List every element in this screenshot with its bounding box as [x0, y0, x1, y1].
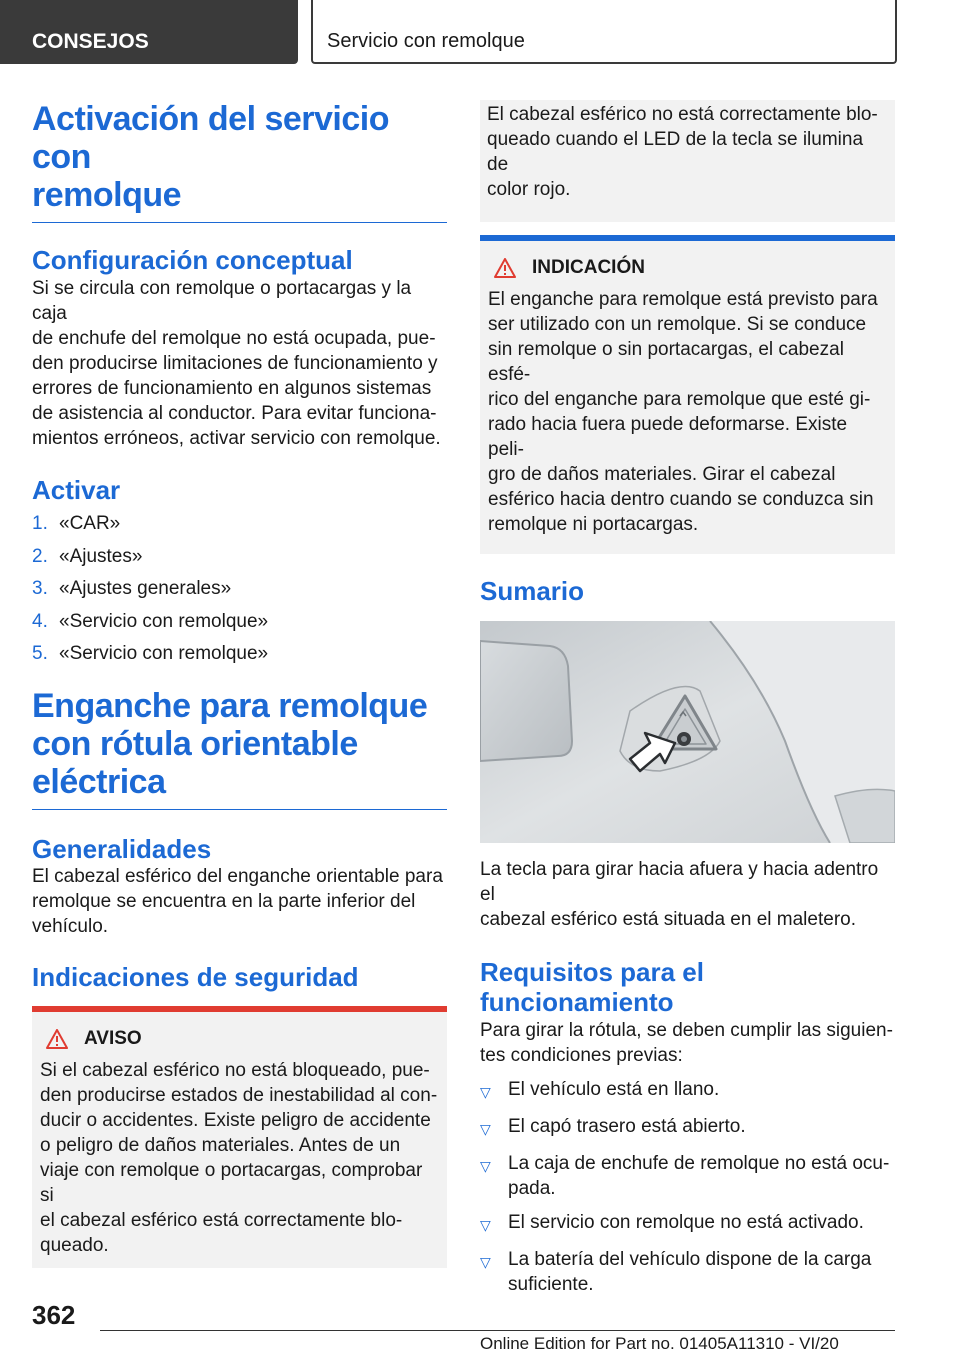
indicacion-box [480, 235, 895, 554]
concept-text [32, 276, 447, 451]
list-item [32, 511, 447, 536]
text-line: El cabezal esférico no está correctamente blo‐ [487, 104, 878, 125]
bullet-triangle-icon: ▽ [480, 1254, 491, 1270]
list-item [480, 1247, 895, 1297]
text-line: de enchufe del remolque no está ocupada, pue‐ [32, 328, 436, 349]
text-line: ducir o accidentes. Existe peligro de accidente [40, 1110, 431, 1131]
indicacion-label: INDICACIÓN [532, 257, 645, 278]
text-line: sin remolque o sin portacargas, el cabezal esfé‐ [488, 339, 844, 385]
text-line: El cabezal esférico del enganche orientable para [32, 866, 443, 887]
sumario-heading: Sumario [480, 576, 585, 606]
text-line: La tecla para girar hacia afuera y hacia adentro el [480, 859, 879, 905]
heading-line: Requisitos para el [480, 957, 704, 987]
req-list [480, 1077, 895, 1297]
step-number: 1. [32, 513, 48, 534]
step-text: «Ajustes generales» [59, 578, 232, 599]
list-item [480, 1114, 895, 1142]
right-column [480, 100, 895, 1306]
warning-icon [494, 258, 516, 278]
text-line: Si se circula con remolque o portacargas y la caja [32, 278, 412, 324]
general-text [32, 864, 447, 939]
list-item [480, 1210, 895, 1238]
warning-icon [46, 1029, 68, 1049]
req-intro [480, 1018, 895, 1068]
text-line: den producirse limitaciones de funcionamiento y [32, 353, 438, 374]
list-item [32, 641, 447, 666]
text-line: rado hacia fuera puede deformarse. Existe peli‐ [488, 414, 848, 460]
text-line: tes condiciones previas: [480, 1045, 683, 1066]
text-line: remolque ni portacargas. [488, 514, 699, 535]
title-tab [311, 0, 897, 64]
text-line: queado. [40, 1235, 109, 1256]
text-line: Si el cabezal esférico no está bloqueado, pue‐ [40, 1060, 430, 1081]
aviso-label: AVISO [84, 1028, 142, 1049]
text-line: den producirse estados de inestabilidad al con‐ [40, 1085, 438, 1106]
page-title [32, 100, 447, 214]
text-line: cabezal esférico está situada en el maletero. [480, 909, 856, 930]
step-text: «Servicio con remolque» [59, 610, 269, 632]
text-line: esférico hacia dentro cuando se conduzca sin [488, 489, 874, 510]
title-line: Enganche para remolque [32, 687, 428, 725]
step-number: 2. [32, 545, 48, 567]
text-line: de asistencia al conductor. Para evitar funciona‐ [32, 403, 437, 424]
section-title [32, 687, 447, 801]
text-line: vehículo. [32, 916, 109, 937]
list-item [32, 609, 447, 634]
step-text: «CAR» [59, 513, 121, 534]
steps-list [32, 511, 447, 666]
list-item [480, 1151, 895, 1201]
text-line: el cabezal esférico está correctamente blo‐ [40, 1210, 403, 1231]
title-line: con rótula orientable [32, 725, 358, 763]
title-line: eléctrica [32, 763, 166, 801]
section-tab [0, 0, 298, 64]
req-heading [480, 957, 895, 1017]
general-heading: Generalidades [32, 834, 212, 864]
aviso-box [32, 1006, 447, 1268]
page-number: 362 [32, 1300, 76, 1330]
step-text: «Servicio con remolque» [59, 643, 269, 664]
text-line: El capó trasero está abierto. [508, 1116, 746, 1137]
step-number: 3. [32, 578, 48, 599]
trunk-button-illustration [480, 621, 895, 843]
left-column [32, 100, 447, 1268]
section-label: CONSEJOS [32, 30, 149, 53]
text-line: mientos erróneos, activar servicio con remolque. [32, 428, 441, 449]
text-line: El enganche para remolque está previsto para [488, 289, 878, 310]
bullet-triangle-icon: ▽ [480, 1217, 491, 1233]
step-text: «Ajustes» [59, 545, 143, 567]
list-item [480, 1077, 895, 1105]
text-line: El vehículo está en llano. [508, 1079, 720, 1100]
text-line: Para girar la rótula, se deben cumplir las siguien‐ [480, 1020, 893, 1041]
text-line: rico del enganche para remolque que esté gi‐ [488, 389, 871, 410]
text-line: remolque se encuentra en la parte inferior del [32, 891, 416, 912]
title-line: Activación del servicio con [32, 100, 389, 176]
activar-heading: Activar [32, 475, 121, 505]
text-line: viaje con remolque o portacargas, comprobar si [40, 1160, 423, 1206]
text-line: o peligro de daños materiales. Antes de un [40, 1135, 401, 1156]
list-item [32, 576, 447, 601]
text-line: La batería del vehículo dispone de la carga [508, 1249, 872, 1270]
bullet-triangle-icon: ▽ [480, 1158, 491, 1174]
heading-line: funcionamiento [480, 987, 674, 1017]
title-rule [32, 222, 447, 223]
text-line: pada. [508, 1178, 556, 1199]
sumario-caption [480, 857, 895, 932]
text-line: color rojo. [487, 179, 571, 200]
list-item [32, 544, 447, 569]
text-line: ser utilizado con un remolque. Si se conduce [488, 314, 867, 335]
text-line: La caja de enchufe de remolque no está ocu‐ [508, 1153, 890, 1174]
aviso-header [40, 1028, 439, 1050]
bullet-triangle-icon: ▽ [480, 1084, 491, 1100]
step-number: 5. [32, 643, 48, 664]
aviso-continued [480, 100, 895, 222]
text-line: suficiente. [508, 1274, 594, 1295]
chapter-title: Servicio con remolque [327, 30, 525, 52]
edition-note: Online Edition for Part no. 01405A11310 - VI/20 [480, 1334, 839, 1353]
step-number: 4. [32, 610, 48, 632]
text-line: El servicio con remolque no está activado. [508, 1212, 864, 1233]
footer-rule [100, 1330, 895, 1331]
title-line: remolque [32, 176, 182, 214]
text-line: errores de funcionamiento en algunos sistemas [32, 378, 432, 399]
bullet-triangle-icon: ▽ [480, 1121, 491, 1137]
indicacion-header [488, 257, 887, 279]
text-line: gro de daños materiales. Girar el cabezal [488, 464, 836, 485]
title-rule [32, 809, 447, 810]
concept-heading: Configuración conceptual [32, 245, 353, 275]
safety-heading: Indicaciones de seguridad [32, 962, 359, 992]
text-line: queado cuando el LED de la tecla se ilumina de [487, 129, 864, 175]
